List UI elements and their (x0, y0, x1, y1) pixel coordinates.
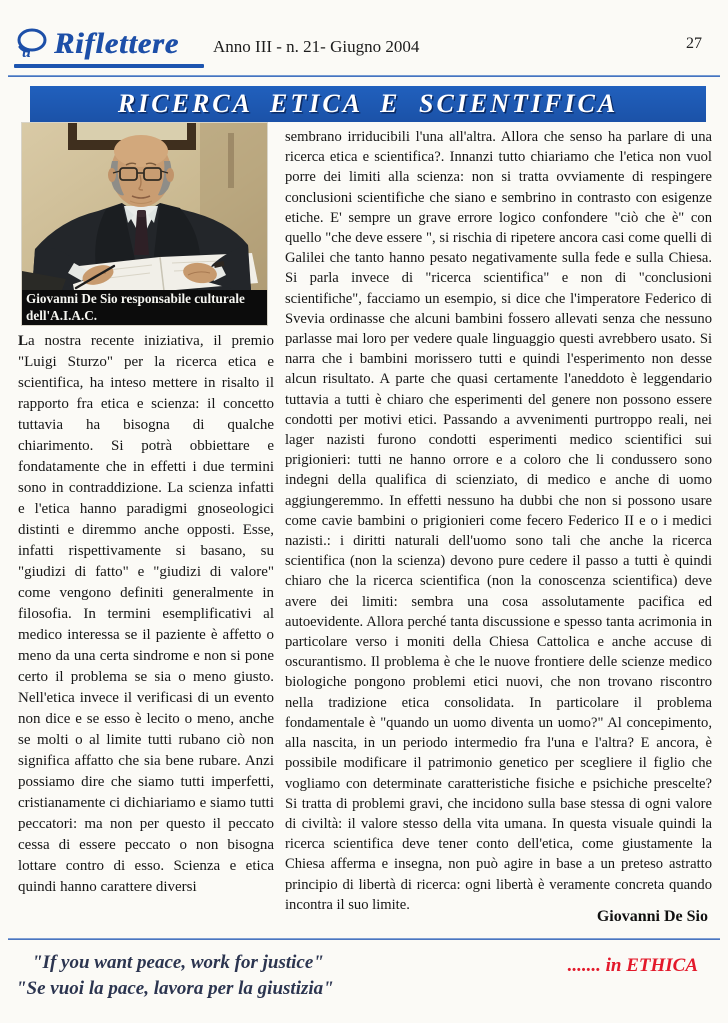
author-signature: Giovanni De Sio (596, 908, 708, 925)
page-number: 27 (686, 35, 702, 52)
footer-quote-english: "If you want peace, work for justice" (32, 952, 324, 973)
riflettere-logo-icon (13, 27, 49, 61)
riflettere-logo (13, 27, 179, 61)
footer-rule (8, 938, 720, 940)
svg-text:u: u (22, 44, 31, 61)
issue-date: Anno III - n. 21- Giugno 2004 (213, 37, 420, 56)
riflettere-logo-text: Riflettere (54, 27, 179, 60)
photo-illustration (22, 123, 267, 290)
photo-caption-line1: Giovanni De Sio responsabile culturale (26, 291, 245, 306)
logo-underline (14, 64, 204, 68)
left-column-text: a nostra recente iniziativa, il premio "Luigi Sturzo" per la ricerca etica e scientifica, ha inteso mettere in risalto il rapporto fra etica e scienza: il concetto tuttavia ha bisogna di qualche chiarimento. Si potrà obbiettare e fondatamente che in effetti i due termini sono in contraddizione. La scienza infatti e l'etica hanno paradigmi gnoseologici distinti e diremmo anche opposti. Esse, infatti rispettivamente si basano, su "giudizi di fatto" e "giudizi di valore" come vengono definiti generalmente in filosofia. In termini esemplificativi al medico interessa se il paziente è affetto o meno da una certa sindrome e non si pone certo il problema se sia o meno giusto. Nell'etica invece il verificasi di un evento non dice e se esso è lecito o meno, anche se molti o al limite tutti rubano ciò non significa affatto che sia bene rubare. Anzi possiamo dire che siamo tutti imperfetti, cristianamente ci dichiariamo e siamo tutti peccatori: ma non per questo il peccato cessa di essere peccato o non bisogna lottare contro di esso. Scienza e etica quindi hanno carattere diversi (18, 333, 274, 895)
article-title: RICERCA ETICA E SCIENTIFICA (117, 89, 619, 118)
article-photo (22, 123, 267, 325)
right-column-text: sembrano irriducibili l'una all'altra. Allora che senso ha parlare di una ricerca etica e scientifica?. Innanzi tutto chiariamo che l'etica non vuol porre dei limiti alla scienza: non si tratta ovviamente di respingere conclusioni scientifiche che siano e sembrino in contrasto con esigenze etiche. E' sempre un grave errore logico confondere "ciò che è" con quello "che deve essere ", si rischia di ripetere ancora casi come quelli di Galilei che tanto hanno pesato negativamente sulla fede e sulla Chiesa. Si parla invece di "ricerca scientifica" e non di "conclusioni scientifiche", facciamo un esempio, si dice che l'imperatore Federico di Svevia ordinasse che alcuni bambini fossero allevati senza che nessuno parlasse mai loro per vedere quale linguaggio questi avrebbero usato. Si narra che i bambini morissero tutti e quindi l'esperimento non desse alcun risultato. A parte che quasi certamente l'aneddoto è leggendario tuttavia a tutti è chiaro che esperimenti del genere non possono essere condotti per motivi etici. Passando a avvenimenti purtroppo reali, nei lager nazisti furono condotti esperimenti medico scientifici sui prigionieri: tutti ne hanno orrore e a coloro che li condussero sono indegni della qualifica di scienziato, di medico e anche di uomo aggiungeremmo. In effetti nessuno ha dubbi che non si possono usare come cavie bambini o prigionieri come fecero Federico II e o i medici nazisti.: i diritti naturali dell'uomo sono tali che anche la ricerca scientifica (non la scienza) devono pure cedere il passo a tutti è quindi chiaro che la ricerca scientifica (non la conoscenza scientifica) deve avere dei limiti: sembra una cosa assolutamente pacifica ed autoevidente. Allora perché tanta discussione e spesso tanta acrimonia in particolare verso i moniti della Chiesa Cattolica e anche accuse di oscurantismo. Il problema è che le nuove frontiere delle scienze medico biologiche pongono problemi etici nuovi, che non trovano riscontro nella tradizione etica consolidata. In particolare il problema fondamentale è "quando un uomo diventa un uomo?" Al concepimento, alla nascita, in un periodo intermedio fra l'una e l'altra? E ancora, è possibile modificare il patrimonio genetico per scegliere il figlio che vogliamo con determinate caratteristiche fisiche e psichiche prescelte? Si tratta di problemi gravi, che incidono sulla base stessa di ogni valore di civiltà: il valore stesso della vita umana. In questa visuale quindi la ricerca scientifica deve tener conto dell'etica, come giustamente la Chiesa afferma e insegna, non può agire in base a un preteso astratto principio di libertà di ricerca: ogni libertà è veramente concreta quando incontra il suo limite. (285, 129, 712, 913)
footer-quote-italian: "Se vuoi la pace, lavora per la giustizia" (16, 978, 334, 999)
right-column (285, 127, 712, 933)
photo-caption (22, 290, 267, 325)
lead-letter: L (18, 333, 29, 349)
left-column (18, 331, 274, 927)
photo-caption-line2: dell'A.I.A.C. (26, 307, 98, 323)
article-title-banner (30, 86, 706, 122)
ethica-label: ....... in ETHICA (567, 955, 698, 976)
header-rule (8, 75, 720, 77)
